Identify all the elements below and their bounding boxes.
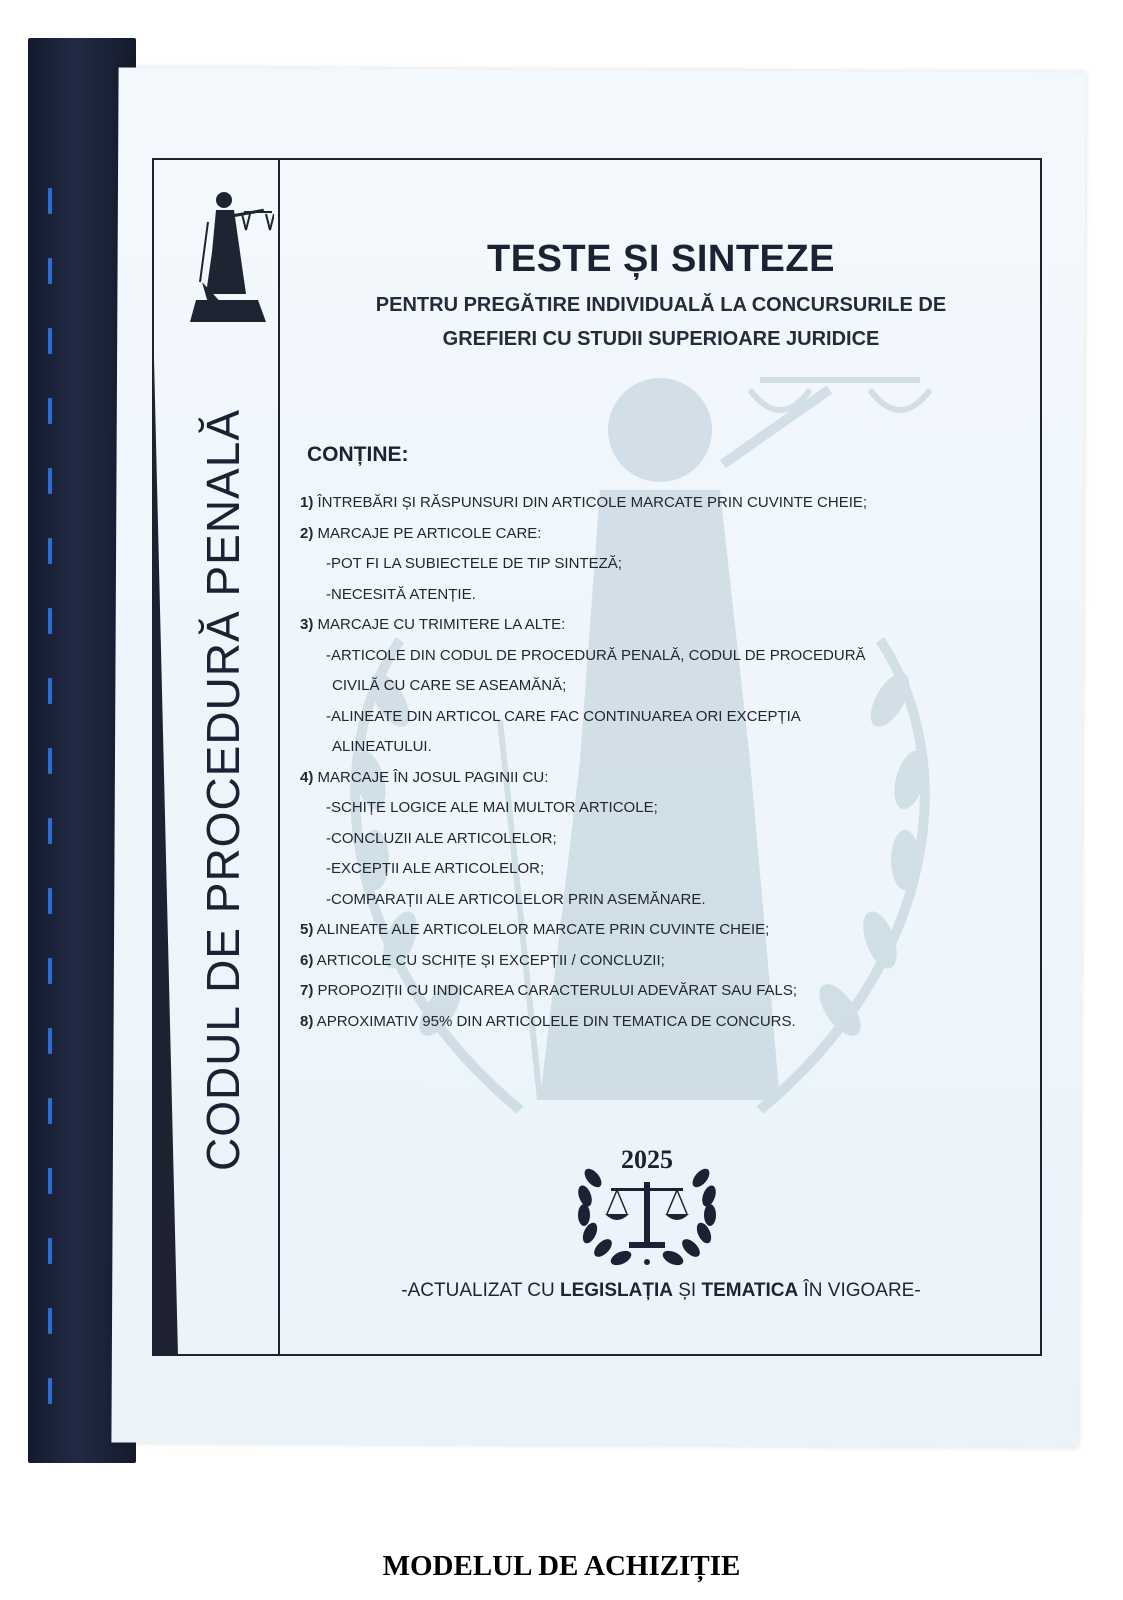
binding-ring	[48, 748, 52, 774]
list-subitem: -ARTICOLE DIN CODUL DE PROCEDURĂ PENALĂ, CODUL DE PROCEDURĂ	[326, 646, 866, 664]
binding-ring	[48, 1098, 52, 1124]
update-note: -ACTUALIZAT CU LEGISLAȚIA ȘI TEMATICA ÎN VIGOARE-	[401, 1280, 921, 1301]
binding-ring	[48, 188, 52, 214]
laurel-scales-badge-icon	[571, 1138, 723, 1268]
list-item: 8) APROXIMATIV 95% DIN ARTICOLELE DIN TEMATICA DE CONCURS.	[300, 1012, 796, 1030]
list-subitem-continued: ALINEATULUI.	[332, 738, 432, 755]
binding-ring	[48, 1028, 52, 1054]
list-item: 1) ÎNTREBĂRI ȘI RĂSPUNSURI DIN ARTICOLE MARCATE PRIN CUVINTE CHEIE;	[300, 494, 868, 511]
binding-ring	[48, 468, 52, 494]
list-subitem: -COMPARAȚII ALE ARTICOLELOR PRIN ASEMĂNARE.	[326, 890, 706, 908]
subtitle-line-2: GREFIERI CU STUDII SUPERIOARE JURIDICE	[442, 328, 880, 350]
binding-ring	[48, 888, 52, 914]
binding-ring	[48, 608, 52, 634]
list-item: 3) MARCAJE CU TRIMITERE LA ALTE:	[300, 616, 566, 633]
list-subitem: -SCHIȚE LOGICE ALE MAI MULTOR ARTICOLE;	[326, 799, 658, 816]
spine-wedge	[152, 276, 178, 1356]
binding-ring	[48, 678, 52, 704]
page-title: TESTE ȘI SINTEZE	[487, 238, 835, 280]
binding-ring	[48, 398, 52, 424]
subtitle-line-1: PENTRU PREGĂTIRE INDIVIDUALĂ LA CONCURSURILE DE	[375, 294, 947, 316]
binding-ring	[48, 1238, 52, 1264]
list-item: 2) MARCAJE PE ARTICOLE CARE:	[300, 524, 542, 542]
list-item: 6) ARTICOLE CU SCHIȚE ȘI EXCEPȚII / CONCLUZII;	[300, 951, 665, 969]
image-caption: MODELUL DE ACHIZIȚIE	[382, 1550, 741, 1582]
spine-title: CODUL DE PROCEDURĂ PENALĂ	[197, 409, 249, 1172]
binding-ring	[48, 1378, 52, 1404]
contents-heading: CONȚINE:	[307, 443, 409, 466]
list-subitem: -EXCEPȚII ALE ARTICOLELOR;	[326, 860, 545, 877]
contents-list	[300, 488, 1020, 1037]
binding-ring	[48, 1168, 52, 1194]
list-item: 4) MARCAJE ÎN JOSUL PAGINII CU:	[300, 768, 549, 786]
binding-ring	[48, 328, 52, 354]
list-subitem-continued: CIVILĂ CU CARE SE ASEAMĂNĂ;	[332, 677, 567, 694]
binding-ring	[48, 818, 52, 844]
binding-ring	[48, 538, 52, 564]
list-subitem: -NECESITĂ ATENȚIE.	[326, 585, 476, 603]
list-subitem: -ALINEATE DIN ARTICOL CARE FAC CONTINUAREA ORI EXCEPȚIA	[326, 707, 801, 725]
binding-ring	[48, 1308, 52, 1334]
binding-ring	[48, 958, 52, 984]
binding-ring	[48, 258, 52, 284]
list-subitem: -POT FI LA SUBIECTELE DE TIP SINTEZĂ;	[326, 555, 622, 572]
list-item: 5) ALINEATE ALE ARTICOLELOR MARCATE PRIN CUVINTE CHEIE;	[300, 921, 770, 938]
badge-year: 2025	[621, 1145, 673, 1174]
list-subitem: -CONCLUZII ALE ARTICOLELOR;	[326, 829, 557, 847]
list-item: 7) PROPOZIȚII CU INDICAREA CARACTERULUI ADEVĂRAT SAU FALS;	[300, 982, 798, 999]
page-subtitle	[282, 288, 1040, 356]
